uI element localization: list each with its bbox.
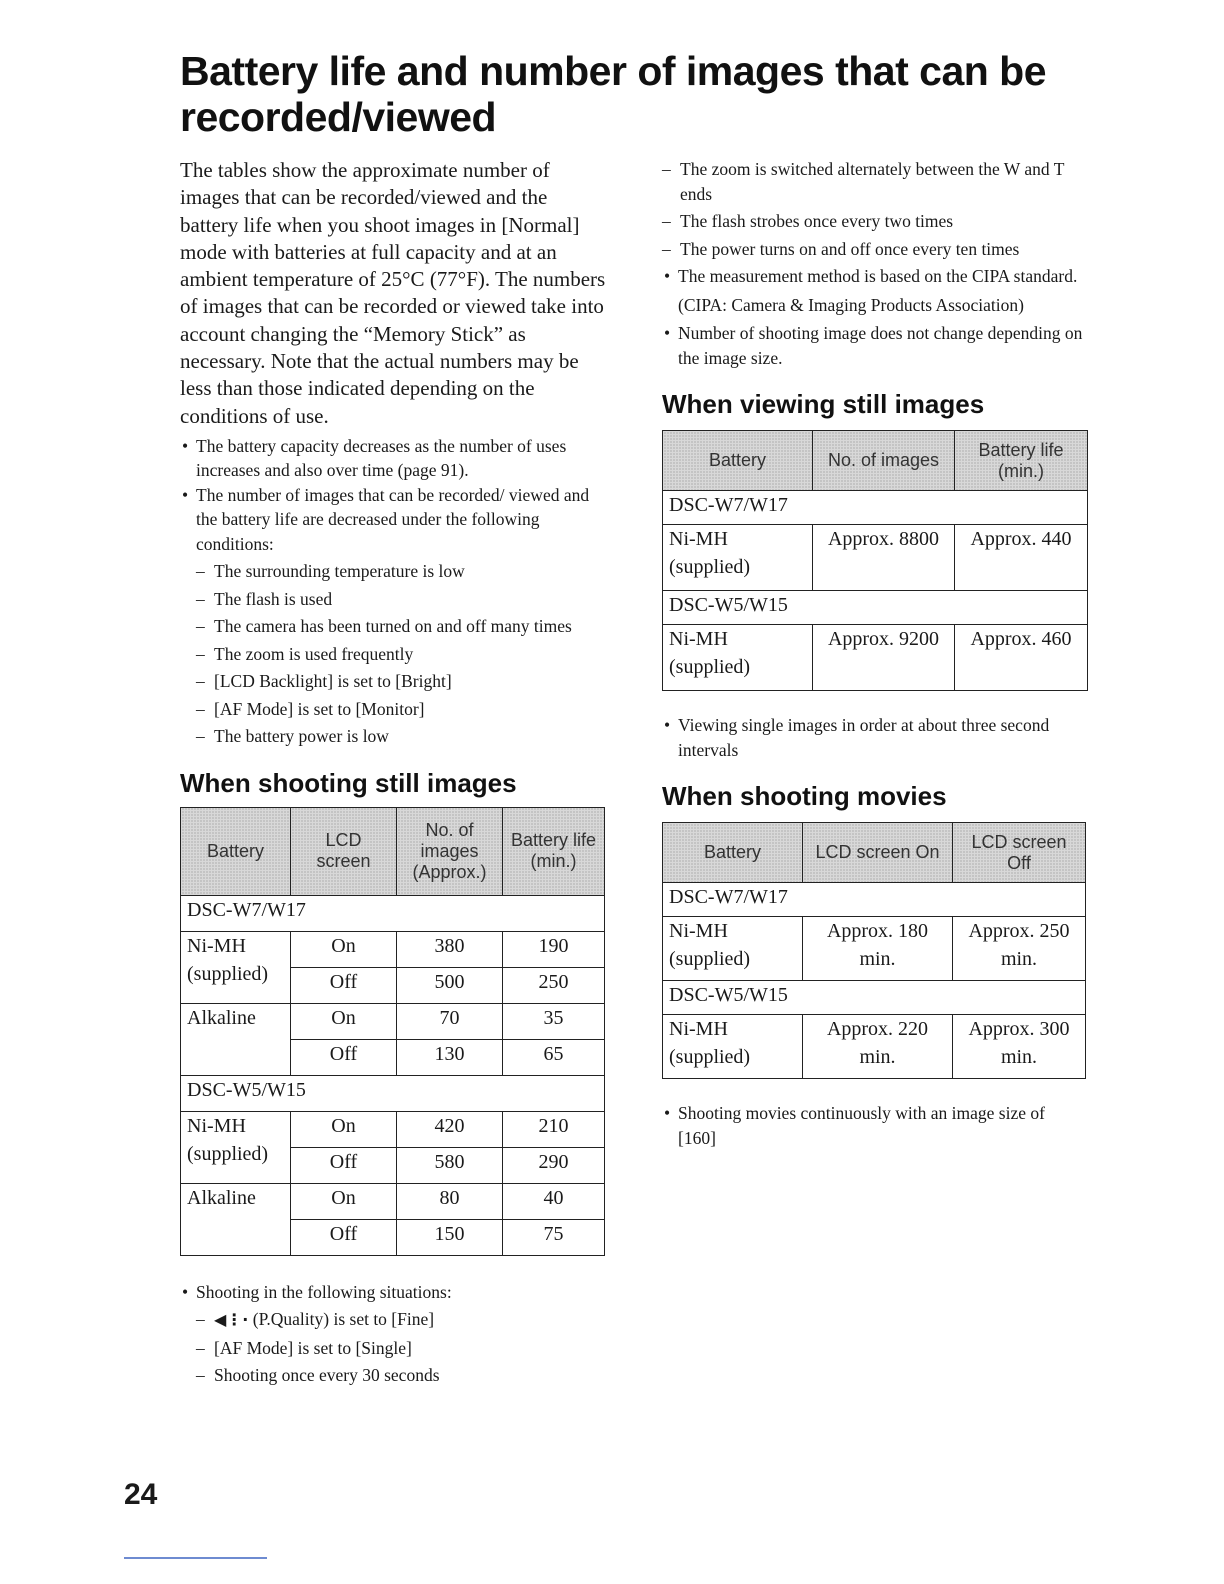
cipa-notes bbox=[662, 264, 1087, 370]
page-title: Battery life and number of images that can be recorded/viewed bbox=[180, 48, 1047, 140]
life-cell: 65 bbox=[503, 1039, 605, 1075]
model-row: DSC-W5/W15 bbox=[181, 1075, 605, 1111]
header-no-of-images: No. of images bbox=[813, 431, 955, 491]
situation-text: (P.Quality) is set to [Fine] bbox=[252, 1309, 435, 1330]
cipa-full-name: (CIPA: Camera & Imaging Products Association) bbox=[678, 294, 1024, 315]
images-cell: 80 bbox=[397, 1183, 503, 1219]
left-column bbox=[180, 157, 610, 1391]
lcd-cell: On bbox=[291, 1111, 397, 1147]
battery-cell: Ni-MH (supplied) bbox=[663, 525, 813, 591]
page-number: 24 bbox=[124, 1478, 158, 1511]
lcd-cell: On bbox=[291, 931, 397, 967]
images-cell: 380 bbox=[397, 931, 503, 967]
table-row bbox=[663, 625, 1088, 691]
conditions-notes bbox=[180, 434, 610, 749]
model-row: DSC-W5/W15 bbox=[663, 591, 1088, 625]
viewing-images-table bbox=[662, 430, 1088, 691]
movies-note: • Shooting movies continuously with an image size of [160] bbox=[662, 1101, 1087, 1150]
conditions-intro: The number of images that can be recorded/ viewed and the battery life are decreased under the following conditions: bbox=[196, 484, 590, 554]
situations-intro: Shooting in the following situations: bbox=[196, 1281, 452, 1302]
viewing-note: • Viewing single images in order at about three second intervals bbox=[662, 713, 1087, 762]
images-cell: 420 bbox=[397, 1111, 503, 1147]
lcd-on-cell: Approx. 220 min. bbox=[803, 1015, 953, 1079]
condition-item: – The surrounding temperature is low bbox=[180, 559, 610, 584]
footer-rule bbox=[124, 1557, 267, 1559]
model-row: DSC-W7/W17 bbox=[663, 883, 1086, 917]
lcd-off-cell: Approx. 250 min. bbox=[953, 917, 1086, 981]
model-row: DSC-W5/W15 bbox=[663, 981, 1086, 1015]
size-note: • Number of shooting image does not change depending on the image size. bbox=[662, 321, 1087, 370]
conditions-list bbox=[180, 559, 610, 749]
situation-item: – The flash strobes once every two times bbox=[646, 209, 1087, 234]
lcd-cell: Off bbox=[291, 1219, 397, 1255]
table-row bbox=[663, 917, 1086, 981]
images-cell: 500 bbox=[397, 967, 503, 1003]
table-row bbox=[663, 1015, 1086, 1079]
life-cell: Approx. 440 bbox=[955, 525, 1088, 591]
lcd-cell: Off bbox=[291, 967, 397, 1003]
lcd-cell: On bbox=[291, 1183, 397, 1219]
table-row bbox=[181, 931, 605, 967]
viewing-heading: When viewing still images bbox=[662, 389, 985, 419]
table-row bbox=[181, 1003, 605, 1039]
header-battery-life: Battery life (min.) bbox=[955, 431, 1088, 491]
life-cell: 290 bbox=[503, 1147, 605, 1183]
situations-continued bbox=[646, 157, 1087, 261]
battery-cell: Alkaline bbox=[181, 1003, 291, 1075]
images-cell: Approx. 8800 bbox=[813, 525, 955, 591]
lcd-cell: Off bbox=[291, 1147, 397, 1183]
life-cell: 35 bbox=[503, 1003, 605, 1039]
lcd-on-cell: Approx. 180 min. bbox=[803, 917, 953, 981]
table-row bbox=[181, 1183, 605, 1219]
movies-table bbox=[662, 822, 1086, 1079]
cipa-note bbox=[662, 264, 1087, 317]
header-battery: Battery bbox=[663, 431, 813, 491]
battery-cell: Alkaline bbox=[181, 1183, 291, 1255]
header-no-of-images: No. of images (Approx.) bbox=[397, 807, 503, 895]
battery-cell: Ni-MH (supplied) bbox=[181, 931, 291, 1003]
condition-item: – The flash is used bbox=[180, 587, 610, 612]
note-conditions bbox=[180, 483, 610, 749]
life-cell: 210 bbox=[503, 1111, 605, 1147]
images-cell: 70 bbox=[397, 1003, 503, 1039]
situations-notes bbox=[180, 1280, 610, 1388]
life-cell: 250 bbox=[503, 967, 605, 1003]
intro-paragraph: The tables show the approximate number of images that can be recorded/viewed and the battery life when you shoot images in [Normal] mode with batteries at full capacity and at an ambient temperature of 25°C (77°F). The numbers of images that can be recorded or viewed take into account changing the “Memory Stick” as necessary. Note that the actual numbers may be less than those indicated depending on the conditions of use. bbox=[180, 158, 606, 428]
situation-item: – The power turns on and off once every ten times bbox=[646, 237, 1087, 262]
header-lcd-screen: LCD screen bbox=[291, 807, 397, 895]
header-battery: Battery bbox=[663, 823, 803, 883]
condition-item: – The camera has been turned on and off many times bbox=[180, 614, 610, 639]
life-cell: Approx. 460 bbox=[955, 625, 1088, 691]
battery-cell: Ni-MH (supplied) bbox=[663, 625, 813, 691]
image-quality-icon: ◀⋮· bbox=[214, 1310, 249, 1330]
table-row bbox=[663, 525, 1088, 591]
images-cell: 130 bbox=[397, 1039, 503, 1075]
battery-cell: Ni-MH (supplied) bbox=[663, 917, 803, 981]
battery-cell: Ni-MH (supplied) bbox=[181, 1111, 291, 1183]
condition-item: – [LCD Backlight] is set to [Bright] bbox=[180, 669, 610, 694]
cipa-standard: • The measurement method is based on the CIPA standard. bbox=[678, 266, 1078, 286]
images-cell: 580 bbox=[397, 1147, 503, 1183]
lcd-cell: On bbox=[291, 1003, 397, 1039]
condition-item: – [AF Mode] is set to [Monitor] bbox=[180, 697, 610, 722]
table-row bbox=[181, 1111, 605, 1147]
images-cell: 150 bbox=[397, 1219, 503, 1255]
battery-cell: Ni-MH (supplied) bbox=[663, 1015, 803, 1079]
header-battery-life: Battery life (min.) bbox=[503, 807, 605, 895]
situation-item: – [AF Mode] is set to [Single] bbox=[180, 1336, 610, 1361]
situation-item bbox=[180, 1307, 610, 1333]
still-heading: When shooting still images bbox=[180, 767, 517, 798]
situation-item: – The zoom is switched alternately between the W and T ends bbox=[646, 157, 1087, 206]
lcd-off-cell: Approx. 300 min. bbox=[953, 1015, 1086, 1079]
situations-list bbox=[180, 1307, 610, 1388]
condition-item: – The battery power is low bbox=[180, 724, 610, 749]
still-images-table bbox=[180, 807, 605, 1256]
header-lcd-off: LCD screen Off bbox=[953, 823, 1086, 883]
situations-note bbox=[180, 1280, 610, 1388]
note-capacity: • The battery capacity decreases as the number of uses increases and also over time (page 91). bbox=[180, 434, 610, 483]
viewing-notes bbox=[662, 713, 1087, 762]
lcd-cell: Off bbox=[291, 1039, 397, 1075]
condition-item: – The zoom is used frequently bbox=[180, 642, 610, 667]
model-row: DSC-W7/W17 bbox=[181, 895, 605, 931]
header-battery: Battery bbox=[181, 807, 291, 895]
life-cell: 190 bbox=[503, 931, 605, 967]
life-cell: 75 bbox=[503, 1219, 605, 1255]
model-row: DSC-W7/W17 bbox=[663, 491, 1088, 525]
situation-item: – Shooting once every 30 seconds bbox=[180, 1363, 610, 1388]
header-lcd-on: LCD screen On bbox=[803, 823, 953, 883]
life-cell: 40 bbox=[503, 1183, 605, 1219]
movies-heading: When shooting movies bbox=[662, 781, 947, 811]
movies-notes bbox=[662, 1101, 1087, 1150]
images-cell: Approx. 9200 bbox=[813, 625, 955, 691]
right-column bbox=[662, 157, 1087, 1150]
